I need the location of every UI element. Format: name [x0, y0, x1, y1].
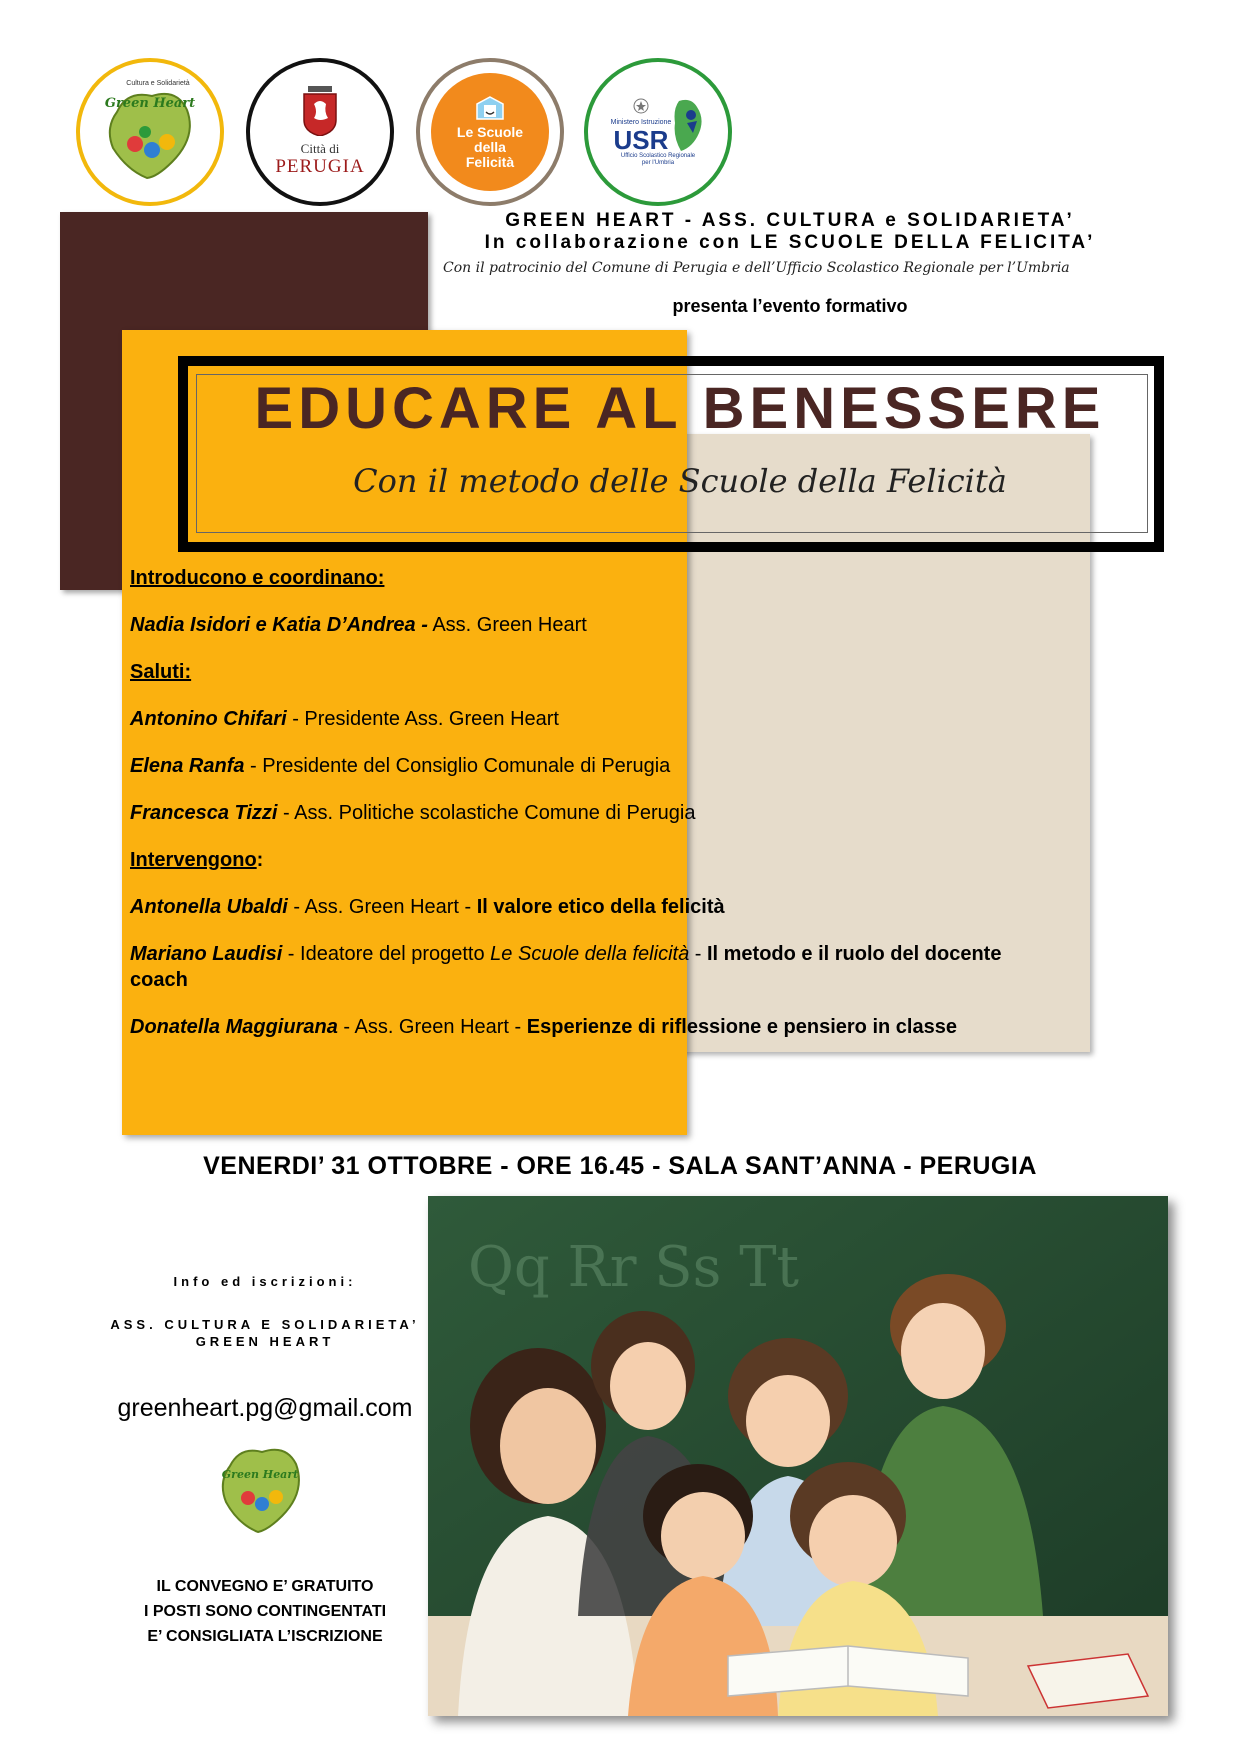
speaker-role: - Presidente del Consiglio Comunale di Perugia [244, 755, 671, 777]
section-heading-intervengono [130, 847, 1090, 873]
speaker-name: Elena Ranfa [130, 755, 245, 777]
usr-acronym: USR [613, 124, 669, 155]
perugia-griffin-crest-icon [302, 86, 338, 136]
svg-text:Qq Rr Ss Tt: Qq Rr Ss Tt [468, 1235, 800, 1300]
separator: - [689, 943, 707, 965]
info-organization [70, 1316, 460, 1350]
event-date-location: VENERDI’ 31 OTTOBRE - ORE 16.45 - SALA SANT’ANNA - PERUGIA [203, 1152, 1037, 1180]
speaker-name: Nadia Isidori e Katia D’Andrea - [130, 614, 428, 636]
note-registration-advised: E’ CONSIGLIATA L’ISCRIZIONE [147, 1628, 383, 1645]
speaker-name: Donatella Maggiurana [130, 1016, 338, 1038]
smiling-book-icon [475, 95, 505, 121]
usr-ministry-label: Ministero Istruzione [610, 118, 672, 126]
green-heart-logo-name: Green Heart [104, 96, 196, 111]
organizer-line: GREEN HEART - ASS. CULTURA e SOLIDARIETA’ [505, 210, 1075, 231]
section-heading-introducono: Introducono e coordinano: [130, 567, 385, 589]
section-heading-colon: : [256, 849, 264, 871]
speaker-name: Antonino Chifari [130, 708, 287, 730]
program-list [130, 565, 1090, 1061]
program-row-intervento-2 [130, 941, 1030, 993]
umbria-region-map-icon [671, 97, 705, 153]
section-heading-saluti: Saluti: [130, 661, 192, 683]
event-title: EDUCARE AL BENESSERE [254, 376, 1106, 441]
scuole-felicita-line3: Felicità [465, 153, 515, 170]
info-org-line2: GREEN HEART [195, 1334, 335, 1349]
program-row-saluti-2 [130, 753, 1090, 779]
speaker-role: - Presidente Ass. Green Heart [286, 708, 559, 730]
perugia-logo [246, 58, 394, 206]
usr-sub1: Ufficio Scolastico Regionale [620, 153, 696, 159]
patronage-line: Con il patrocinio del Comune di Perugia e dell’Ufficio Scolastico Regionale per l’Umbria [443, 260, 1070, 276]
scuole-felicita-disc [431, 73, 549, 191]
speaker-role: - Ideatore del progetto [282, 943, 491, 965]
speaker-name: Mariano Laudisi [130, 943, 283, 965]
teacher-and-children-illustration [428, 1196, 1168, 1716]
section-heading-text: Intervengono [130, 849, 257, 871]
usr-sub2: per l'Umbria [641, 160, 675, 166]
info-heading: Info ed iscrizioni: [173, 1274, 357, 1289]
program-row-saluti-1 [130, 706, 1090, 732]
scuole-felicita-line1: Le Scuole [456, 123, 524, 140]
svg-text:Green Heart: Green Heart [221, 1468, 299, 1481]
speaker-role: - Ass. Politiche scolastiche Comune di Perugia [277, 802, 696, 824]
classroom-photo [428, 1196, 1168, 1716]
speaker-name: Francesca Tizzi [130, 802, 278, 824]
talk-topic: Il metodo e il ruolo del docente coach [130, 943, 1002, 991]
scuole-felicita-line2: della [474, 138, 506, 155]
usr-umbria-logo [584, 58, 732, 206]
program-row-intro [130, 612, 1090, 638]
event-subtitle: Con il metodo delle Scuole della Felicità [353, 462, 1007, 500]
program-row-intervento-3 [130, 1014, 1090, 1040]
presents-line: presenta l’evento formativo [672, 296, 908, 316]
info-org-line1: ASS. CULTURA E SOLIDARIETA’ [110, 1317, 420, 1332]
talk-topic: Esperienze di riflessione e pensiero in classe [526, 1016, 957, 1038]
perugia-logo-line2: PERUGIA [275, 156, 365, 177]
speaker-name: Antonella Ubaldi [130, 896, 288, 918]
attendance-notes [90, 1574, 440, 1649]
usr-logo-content [611, 97, 706, 153]
program-row-intervento-1 [130, 894, 1090, 920]
collaboration-line: In collaborazione con LE SCUOLE DELLA FELICITA’ [484, 232, 1096, 253]
speaker-role: - Ass. Green Heart - [287, 896, 477, 918]
speaker-role: - Ass. Green Heart - [337, 1016, 527, 1038]
green-heart-small-logo-icon [212, 1440, 308, 1536]
green-heart-logo-tagline: Cultura e Solidarietà [126, 80, 190, 87]
contact-email-link[interactable]: greenheart.pg@gmail.com [117, 1394, 413, 1422]
talk-topic: Il valore etico della felicità [476, 896, 725, 918]
ministry-emblem-icon [633, 98, 649, 114]
perugia-logo-line1: Città di [300, 141, 340, 156]
note-free-event: IL CONVEGNO E’ GRATUITO [156, 1578, 374, 1595]
scuole-felicita-logo [416, 58, 564, 206]
project-name: Le Scuole della felicità [490, 943, 690, 965]
program-row-saluti-3 [130, 800, 1090, 826]
speaker-role: Ass. Green Heart [427, 614, 587, 636]
note-limited-seats: I POSTI SONO CONTINGENTATI [143, 1603, 387, 1620]
